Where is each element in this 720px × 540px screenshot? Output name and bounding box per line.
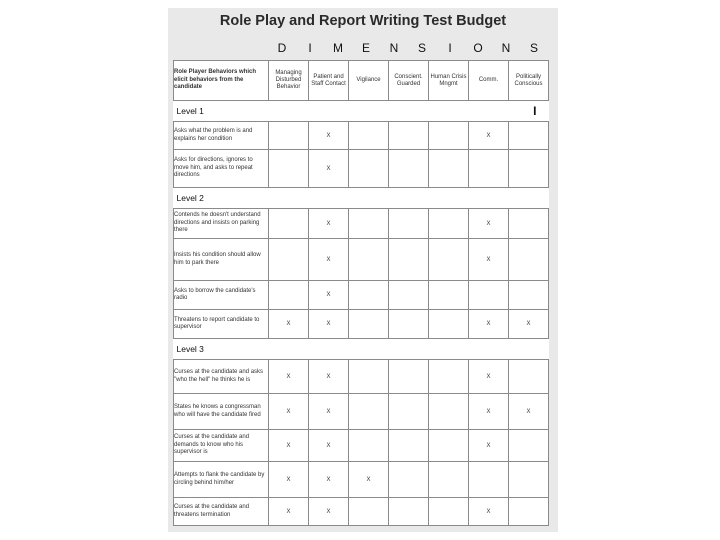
mark-cell: X [309,394,349,430]
mark-cell: X [509,394,549,430]
behavior-cell: Curses at the candidate and threatens termination [174,498,269,526]
table-row [174,281,549,310]
budget-table [173,60,549,526]
dimension-letter: D [277,41,287,55]
dimensions-banner [268,37,548,59]
level-row [174,188,549,209]
mark-cell: X [469,209,509,239]
mark-cell [469,150,509,188]
mark-cell: X [309,281,349,310]
table-row [174,430,549,462]
mark-cell: X [309,360,349,394]
mark-cell [389,310,429,339]
mark-cell [349,281,389,310]
mark-cell [509,150,549,188]
mark-cell [509,122,549,150]
mark-cell [389,150,429,188]
table-row [174,360,549,394]
mark-cell: X [309,310,349,339]
behavior-cell: Asks to borrow the candidate's radio [174,281,269,310]
mark-cell: X [269,394,309,430]
mark-cell: X [269,310,309,339]
dimension-letter: N [389,41,399,55]
level-row [174,339,549,360]
mark-cell [469,462,509,498]
column-header: Vigilance [349,61,389,101]
mark-cell: X [309,239,349,281]
mark-cell: X [469,430,509,462]
mark-cell: X [269,462,309,498]
mark-cell: X [309,122,349,150]
behavior-cell: Asks what the problem is and explains her condition [174,122,269,150]
behavior-cell: Curses at the candidate and asks "who the hell" he thinks he is [174,360,269,394]
mark-cell [269,122,309,150]
mark-cell: X [269,360,309,394]
table-row [174,462,549,498]
behavior-cell: Contends he doesn't understand directions and insists on parking there [174,209,269,239]
mark-cell: X [469,122,509,150]
mark-cell [389,430,429,462]
behavior-cell: Attempts to flank the candidate by circling behind him/her [174,462,269,498]
level-label: Level 2 [174,188,509,209]
mark-cell [429,360,469,394]
dimension-letter: S [529,41,538,55]
level-marker: I [533,104,537,118]
mark-cell [429,281,469,310]
table-row [174,498,549,526]
mark-cell [269,281,309,310]
mark-cell: X [309,150,349,188]
mark-cell [509,498,549,526]
level-label: Level 1 [174,101,509,122]
mark-cell: X [309,430,349,462]
mark-cell [429,462,469,498]
column-header: Conscient. Guarded [389,61,429,101]
dimension-letter: S [417,41,426,55]
page-title: Role Play and Report Writing Test Budget [219,13,507,29]
mark-cell [389,394,429,430]
mark-cell [349,360,389,394]
mark-cell: X [269,498,309,526]
mark-cell [349,150,389,188]
mark-cell [509,360,549,394]
mark-cell [509,239,549,281]
column-header: Managing Disturbed Behavior [269,61,309,101]
mark-cell [469,281,509,310]
mark-cell [389,122,429,150]
mark-cell: X [309,209,349,239]
table-row [174,394,549,430]
mark-cell [429,150,469,188]
mark-cell [429,498,469,526]
mark-cell [509,430,549,462]
behavior-cell: Curses at the candidate and demands to know who his supervisor is [174,430,269,462]
dimension-letter: M [333,41,343,55]
mark-cell [389,498,429,526]
mark-cell [389,239,429,281]
mark-cell: X [469,360,509,394]
table-row [174,122,549,150]
column-header: Patient and Staff Contact [309,61,349,101]
column-header: Human Crisis Mngmt [429,61,469,101]
mark-cell [389,462,429,498]
mark-cell [389,281,429,310]
mark-cell [349,310,389,339]
dimension-letter: I [448,41,452,55]
level-label: Level 3 [174,339,509,360]
behaviors-header: Role Player Behaviors which elicit behaviors from the candidate [174,61,269,101]
mark-cell [349,430,389,462]
behavior-cell: Insists his condition should allow him to park there [174,239,269,281]
level-row [174,101,549,122]
mark-cell [429,122,469,150]
mark-cell [349,394,389,430]
column-header: Comm. [469,61,509,101]
table-row [174,310,549,339]
mark-cell: X [469,394,509,430]
mark-cell [389,209,429,239]
mark-cell [509,209,549,239]
mark-cell: X [509,310,549,339]
mark-cell: X [469,239,509,281]
mark-cell: X [309,462,349,498]
mark-cell: X [349,462,389,498]
mark-cell [429,430,469,462]
table-row [174,209,549,239]
header-row [174,61,549,101]
table-row [174,239,549,281]
mark-cell [429,394,469,430]
mark-cell: X [469,310,509,339]
mark-cell [269,150,309,188]
mark-cell [349,122,389,150]
table-row [174,150,549,188]
mark-cell [389,360,429,394]
mark-cell [429,209,469,239]
column-header: Politically Conscious [509,61,549,101]
mark-cell: X [309,498,349,526]
dimension-letter: I [308,41,312,55]
mark-cell [349,498,389,526]
dimension-letter: N [501,41,511,55]
mark-cell [509,281,549,310]
mark-cell: X [269,430,309,462]
behavior-cell: States he knows a congressman who will have the candidate fired [174,394,269,430]
dimension-letter: O [473,41,483,55]
mark-cell [349,209,389,239]
mark-cell [429,310,469,339]
mark-cell [429,239,469,281]
behavior-cell: Asks for directions, ignores to move him, and asks to repeat directions [174,150,269,188]
behavior-cell: Threatens to report candidate to supervisor [174,310,269,339]
mark-cell [509,462,549,498]
mark-cell: X [469,498,509,526]
mark-cell [269,239,309,281]
mark-cell [349,239,389,281]
dimension-letter: E [361,41,370,55]
mark-cell [269,209,309,239]
